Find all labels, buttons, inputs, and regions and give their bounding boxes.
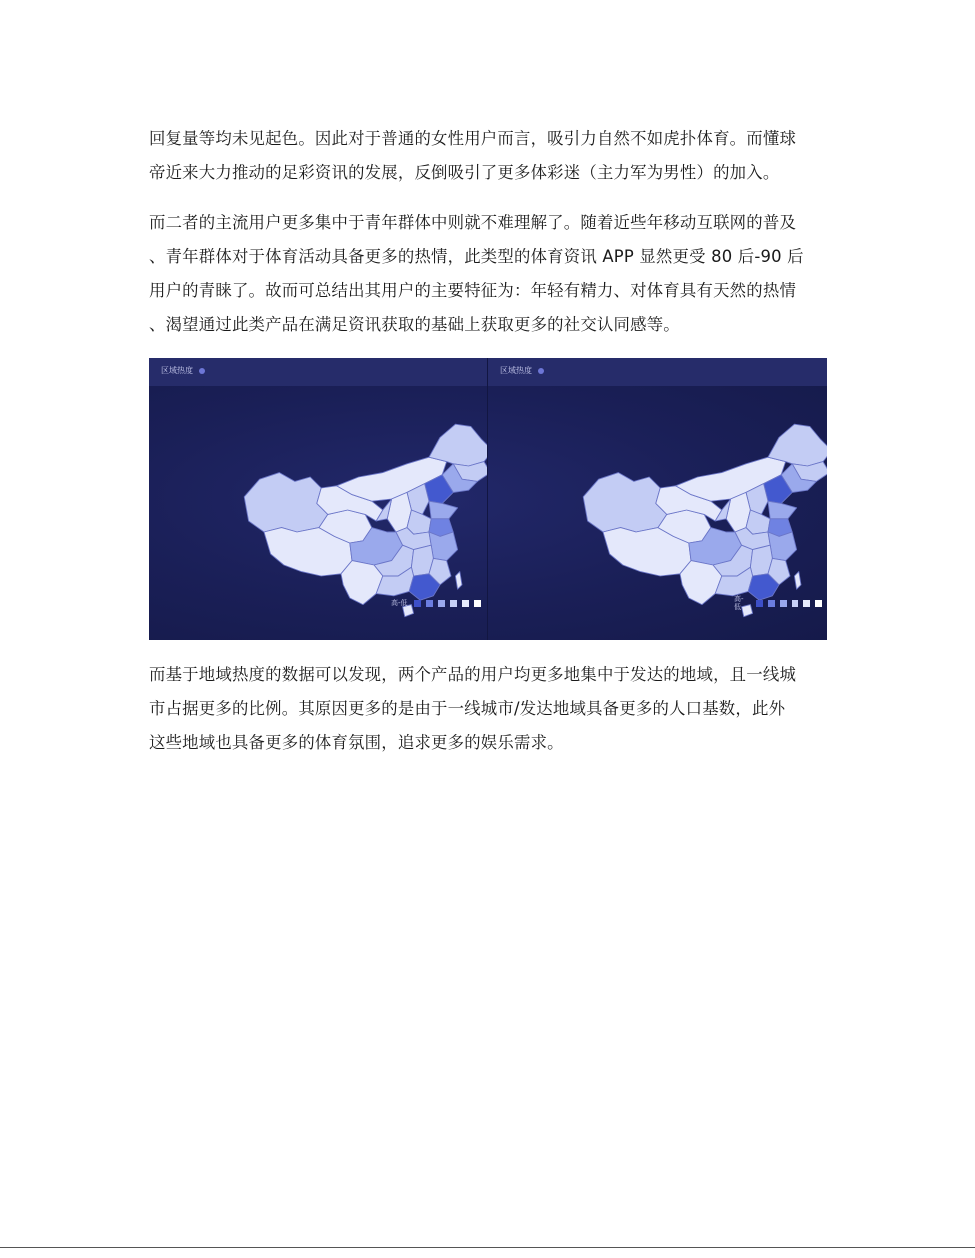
legend-swatch [450,600,457,607]
legend-swatch [462,600,469,607]
legend-swatch [768,600,775,607]
legend-swatch [756,600,763,607]
legend-swatch [815,600,822,607]
legend-swatch [474,600,481,607]
legend-swatch [426,600,433,607]
legend-swatch [438,600,445,607]
legend-label: 高-低 [734,595,744,611]
paragraph-2 [149,206,829,342]
info-dot-icon [199,368,205,374]
info-dot-icon [538,368,544,374]
region-shandong [429,501,458,519]
region-taiwan [455,572,462,590]
page-bottom-rule [0,1247,975,1248]
paragraph-line: 回复量等均未见起色。因此对于普通的女性用户而言，吸引力自然不如虎扑体育。而懂球 [149,129,797,148]
region-shandong [768,501,797,519]
region-taiwan [794,572,801,590]
heat-legend [391,598,486,608]
paragraph-line: 、渴望通过此类产品在满足资讯获取的基础上获取更多的社交认同感等。 [149,315,680,334]
region-heilongjiang [429,424,488,466]
paragraph-line: 、青年群体对于体育活动具备更多的热情，此类型的体育资讯 APP 显然更受 80 后-90 后 [149,247,804,266]
region-henan [746,510,770,534]
paragraph-line: 市占据更多的比例。其原因更多的是由于一线城市/发达地域具备更多的人口基数，此外 [149,699,786,718]
panel-title: 区域热度 [500,366,532,375]
paragraph-line: 而基于地域热度的数据可以发现，两个产品的用户均更多地集中于发达的地域，且一线城 [149,665,797,684]
paragraph-line: 用户的青睐了。故而可总结出其用户的主要特征为：年轻有精力、对体育具有天然的热情 [149,281,797,300]
region-xinjiang [244,473,328,532]
article-body [149,122,829,760]
paragraph-line: 帝近来大力推动的足彩资讯的发展，反倒吸引了更多体彩迷（主力军为男性）的加入。 [149,163,780,182]
paragraph-1 [149,122,829,190]
legend-swatch [780,600,787,607]
paragraph-line: 而二者的主流用户更多集中于青年群体中则就不难理解了。随着近些年移动互联网的普及 [149,213,797,232]
panel-title: 区域热度 [161,366,193,375]
region-heat-panel-right [488,358,827,640]
heat-legend [734,595,827,611]
legend-swatch [803,600,810,607]
region-heat-panel-left [149,358,488,640]
region-xinjiang [583,473,667,532]
legend-label: 高-低 [391,599,408,607]
paragraph-3 [149,658,829,760]
region-heat-figure [149,358,827,640]
region-henan [407,510,431,534]
region-heilongjiang [768,424,827,466]
legend-swatch [414,600,421,607]
paragraph-line: 这些地域也具备更多的体育氛围，追求更多的娱乐需求。 [149,733,564,752]
legend-swatch [792,600,799,607]
